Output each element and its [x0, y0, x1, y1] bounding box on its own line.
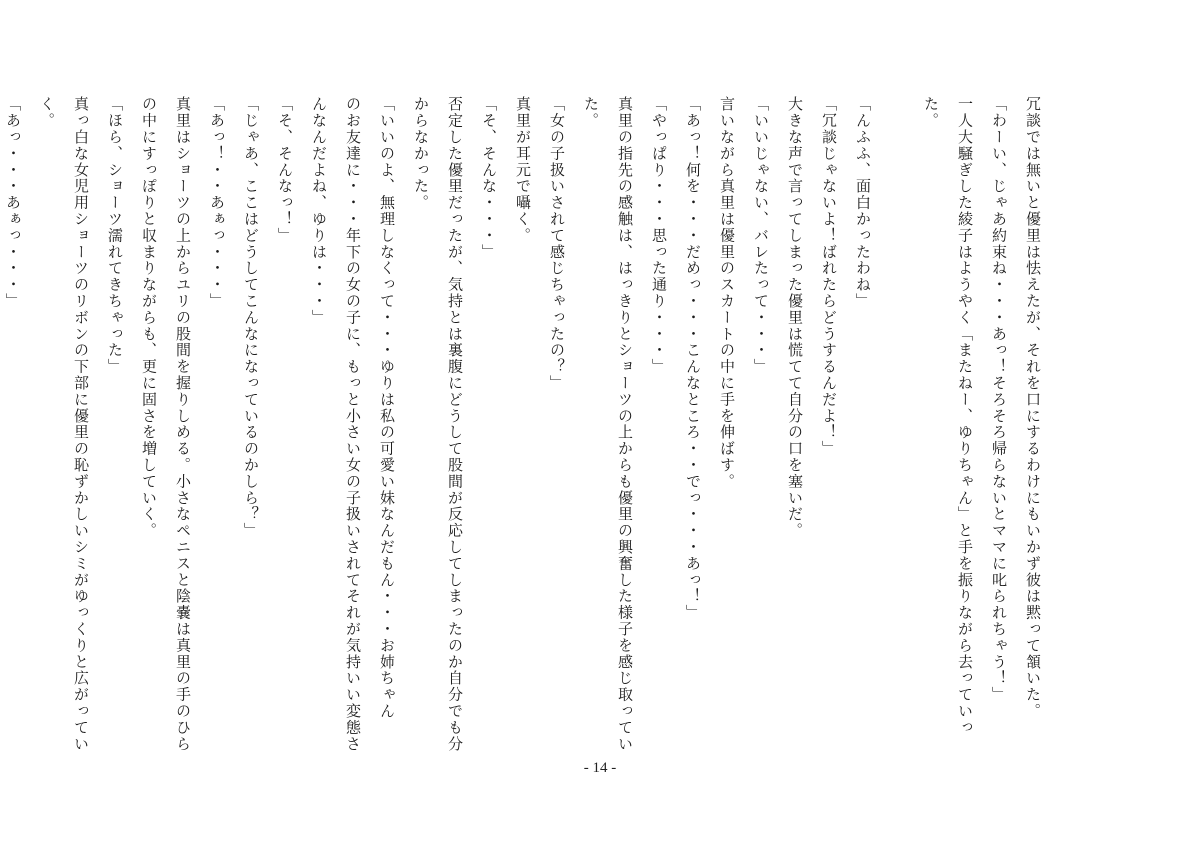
text-line	[880, 96, 914, 756]
text-line: 「冗談じゃないよ！ばれたらどうするんだよ！」	[820, 96, 838, 457]
text-line: 真里が耳元で囁く。	[514, 96, 532, 244]
text-line: 大きな声で言ってしまった優里は慌てて自分の口を塞いだ。	[786, 96, 804, 539]
text-line: 「んふふ、面白かったわね」	[854, 96, 872, 310]
text-line: 一人大騒ぎした綾子はようやく「またねー、ゆりちゃん」と手を振りながら去っていった。	[922, 96, 974, 736]
text-line: 「いいのよ、無理しなくって・・・ゆりは私の可愛い妹なんだもん・・・お姉ちゃん	[378, 96, 396, 720]
text-line: 「そ、そんなっ！」	[276, 96, 294, 244]
text-line: 「いいじゃない、バレたって・・・」	[752, 96, 770, 375]
text-line: のお友達に・・・年下の女の子に、もっと小さい女の子扱いされてそれが気持いい変態さ	[344, 96, 362, 752]
text-line: 言いながら真里は優里のスカートの中に手を伸ばす。	[718, 96, 736, 490]
text-line: 真里の指先の感触は、はっきりとショーツの上からも優里の興奮した様子を感じ取ってい	[616, 96, 634, 752]
text-line: 「じゃあ、ここはどうしてこんなになっているのかしら？」	[242, 96, 260, 539]
text-line: の中にすっぽりと収まりながらも、更に固さを増していく。	[140, 96, 158, 539]
text-line: んなんだよね、ゆりは・・・」	[310, 96, 328, 326]
vertical-text-body	[0, 96, 1050, 756]
page-number: - 14 -	[583, 760, 617, 776]
text-line: 「ほら、ショーツ濡れてきちゃった」	[106, 96, 124, 375]
text-line: からなかった。	[412, 96, 430, 211]
text-line: 「やっぱり・・・思った通り・・・」	[650, 96, 668, 375]
text-line: く。	[38, 96, 56, 129]
text-line: 「わーい、じゃあ約束ね・・・あっ！そろそろ帰らないとママに叱られちゃう！」	[990, 96, 1008, 703]
text-line: 真里はショーツの上からユリの股間を握りしめる。小さなペニスと陰嚢は真里の手のひら	[174, 96, 192, 752]
text-line: 「そ、そんな・・・」	[480, 96, 498, 260]
text-line: 「あっ・・・あぁっ・・・」	[4, 96, 22, 310]
text-line: 「あっ！・・あぁっ・・・」	[208, 96, 226, 310]
text-line: 真っ白な女児用ショーツのリボンの下部に優里の恥ずかしいシミがゆっくりと広がってい	[72, 96, 90, 752]
text-line: た。	[582, 96, 600, 129]
text-line: 否定した優里だったが、気持とは裏腹にどうして股間が反応してしまったのか自分でも分	[446, 96, 464, 752]
text-line: 冗談では無いと優里は怯えたが、それを口にするわけにもいかず彼は黙って頷いた。	[1024, 96, 1042, 720]
text-line: 「あっ！何を・・・だめっ・・・こんなところ・・でっ・・・あっ！」	[684, 96, 702, 621]
text-line: 「女の子扱いされて感じちゃったの？」	[548, 96, 566, 392]
